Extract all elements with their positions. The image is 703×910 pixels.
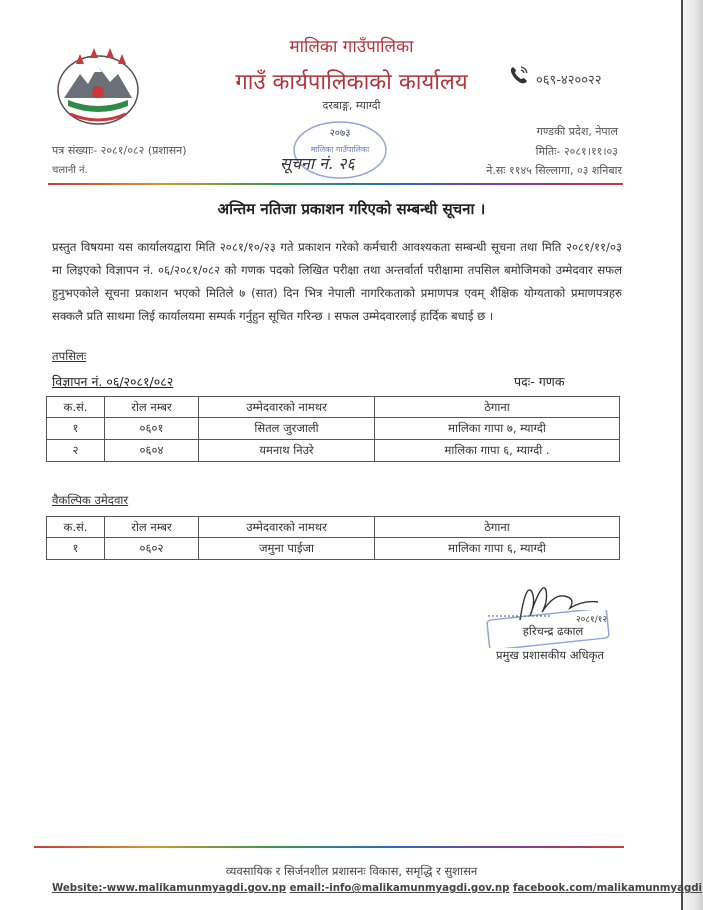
table-header-row (47, 397, 620, 418)
post-name: पदः- गणक (514, 374, 565, 389)
cell-sn: १ (47, 538, 105, 560)
email-link[interactable]: email:-info@malikamunmyagdi.gov.np (289, 883, 510, 894)
cell-name: सितल जुरजाली (199, 418, 375, 440)
col-header-address: ठेगाना (375, 397, 620, 418)
header-divider (48, 183, 623, 185)
col-header-name: उम्मेदवारको नामथर (199, 397, 375, 418)
stamp-label: मालिका गाउँपालिका (310, 145, 370, 154)
cell-roll: ०६०४ (105, 440, 199, 462)
table-row (47, 538, 620, 560)
col-header-roll: रोल नम्बर (105, 517, 199, 538)
details-heading: तपसिलः (52, 349, 87, 363)
signatory-title: प्रमुख प्रशासकीय अधिकृत (496, 648, 604, 662)
handwritten-notice-number: सूचना नं. २६ (280, 154, 355, 173)
advertisement-number: विज्ञापन नं. ०६/२०८१/०८२ (52, 374, 174, 389)
scan-edge (683, 0, 703, 910)
facebook-link[interactable]: facebook.com/malikamunmyagdi (513, 883, 703, 894)
stamp-year: २०७३ (329, 128, 351, 139)
website-link[interactable]: Website:-www.malikamunmyagdi.gov.np (52, 883, 287, 894)
footer-divider (34, 846, 624, 848)
signature-date: २०८१/१२ (576, 615, 608, 625)
cell-name: यमनाथ निउरे (199, 440, 375, 462)
cell-sn: २ (47, 440, 105, 462)
office-name: गाउँ कार्यपालिकाको कार्यालय (235, 70, 468, 95)
cell-sn: १ (47, 418, 105, 440)
office-address: दरबाङ्ग, म्याग्दी (322, 99, 381, 112)
col-header-address: ठेगाना (375, 517, 620, 538)
cell-address: मालिका गापा ६, म्याग्दी . (375, 440, 620, 462)
cell-address: मालिका गापा ६, म्याग्दी (375, 538, 620, 560)
nepal-sambat-date: ने.सः ११४५ सिल्लागा, ०३ शनिबार (486, 164, 622, 177)
dispatch-number: चलानी नं. (52, 165, 88, 176)
col-header-sn: क.सं. (47, 517, 105, 538)
municipality-name: मालिका गाउँपालिका (289, 37, 414, 57)
table-row (47, 440, 620, 462)
cell-roll: ०६०२ (105, 538, 199, 560)
reference-number: पत्र संख्याः- २०८१/०८२ (प्रशासन) (52, 144, 187, 157)
selected-candidates-table (46, 396, 620, 462)
cell-roll: ०६०१ (105, 418, 199, 440)
col-header-name: उम्मेदवारको नामथर (199, 517, 375, 538)
col-header-sn: क.सं. (47, 397, 105, 418)
phone-number: ०६९-४२००२२ (536, 73, 602, 88)
cell-name: जमुना पाईजा (199, 538, 375, 560)
footer-motto: व्यवसायिक र सिर्जनशील प्रशासनः विकास, समृद्धि र सुशासन (225, 864, 478, 878)
table-header-row (47, 517, 620, 538)
letter-date: मितिः- २०८१।११।०३ (535, 145, 618, 158)
footer-links (52, 883, 703, 894)
signatory-name: हरिचन्द्र ढकाल (522, 624, 584, 638)
scan-border-line (681, 0, 683, 910)
notice-title: अन्तिम नतिजा प्रकाशन गरिएको सम्बन्धी सूचना । (217, 200, 486, 218)
province: गण्डकी प्रदेश, नेपाल (536, 125, 618, 138)
alternate-candidate-heading: वैकल्पिक उमेदवार (52, 493, 129, 507)
col-header-roll: रोल नम्बर (105, 397, 199, 418)
table-row (47, 418, 620, 440)
cell-address: मालिका गापा ७, म्याग्दी (375, 418, 620, 440)
alternate-candidates-table (46, 516, 620, 560)
phone-icon (508, 64, 530, 86)
notice-body: प्रस्तुत विषयमा यस कार्यालयद्वारा मिति २०८१/१०/२३ गते प्रकाशन गरेको कर्मचारी आवश्यकता सम्बन्धी सूचना तथा मिति २०८१/११/०३ मा लिइएको विज्ञापन नं. ०६/२०८१/०८२ को गणक पदको लिखित परीक्षा तथा अन्तर्वार्ता परीक्षामा तपसिल बमोजिमको उम्मेदवार सफल हुनुभएकोले सूचना प्रकाशन भएको मितिले ७ (सात) दिन भित्र नेपाली नागरिकताको प्रमाणपत्र एवम् शैक्षिक योग्यताको प्रमाणपत्रहरु सक्कलै प्रति साथमा लिई कार्यालयमा सम्पर्क गर्नुहुन सूचित गरिन्छ । सफल उम्मेदवारलाई हार्दिक बधाई छ । (52, 240, 622, 323)
